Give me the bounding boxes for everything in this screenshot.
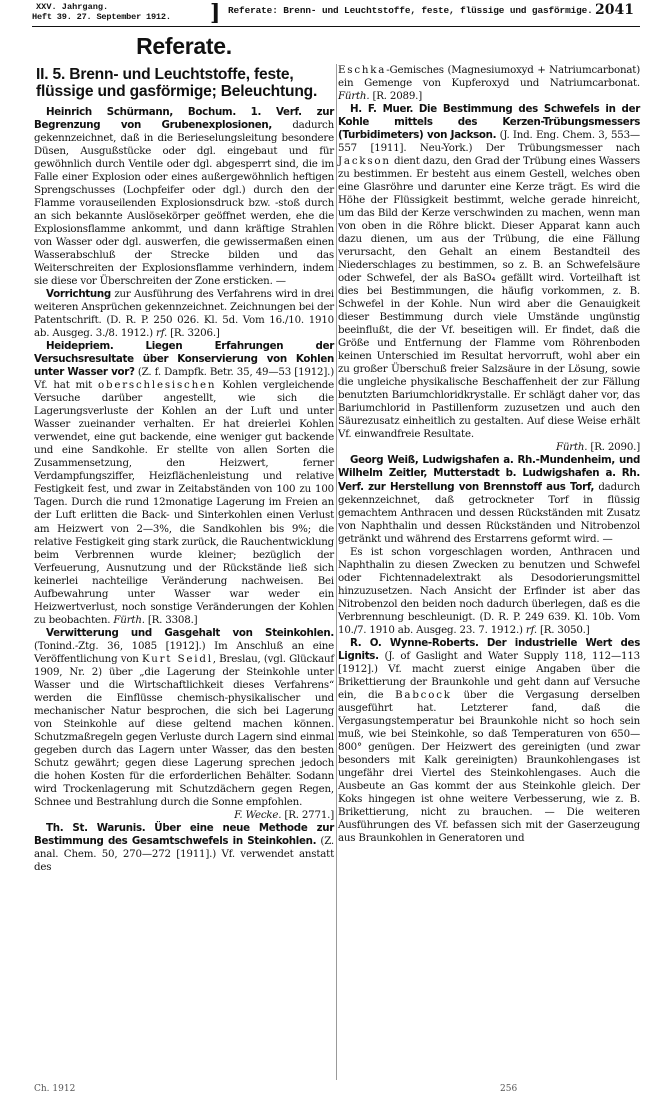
article-muer [338, 103, 640, 454]
article-citation: (Tonind.-Ztg. 36, 1085 [1912].) [34, 639, 206, 652]
article-body: Es ist schon vorgeschlagen worden, Anthracen und Naphthalin zu diesen Zwecken zu benutzen und Schwefel oder Fichtennadelextrakt als Desodorierungsmittel hinzuzusetzen. Nach Ansicht der Erfinder ist aber das Nitrobenzol den beiden noch dadurch überlegen, daß es die Verbrennung beschleunigt. (D. R. P. 249 639. Kl. 10b. Vom 10./7. 1910 ab. Ausgeg. 23. 7. 1912.) [338, 545, 640, 636]
spaced-word: Eschka [338, 64, 387, 76]
article-ref-number: [R. 3308.] [147, 613, 198, 626]
article-author: Heinrich Schürmann, Bochum. [46, 106, 236, 118]
article-ref [338, 90, 422, 102]
article-title: Verwitterung und Gasgehalt von Steinkohlen. [46, 626, 334, 639]
volume-label: XXV. Jahrgang. [36, 2, 109, 12]
article-title: Über eine neue Methode zur Bestimmung des Gesamtschwefels in Steinkohlen. [34, 821, 334, 847]
article-body: dadurch gekennzeichnet, daß getrockneter Torf in flüssig gemachtem Anthracen und dessen Rückständen mit Zusatz von Naphthalin und dessen Rückständen und Nitrobenzol getränkt und während des Erstarrens geformt wird. — [338, 480, 640, 545]
article-body: -Gemisches (Magnesiumoxyd + Natriumcarbonat) ein Gemenge von Kupferoxyd und Natriumcarbonat. [338, 64, 640, 90]
article-title: Der industrielle Wert des Lignits. [338, 636, 640, 662]
article-body: Kohlen vergleichende Versuche darüber angestellt, wie sich die Lagerungsverluste der Kohlen an der Luft und unter Wasser zueinander verhalten. Er hat dreierlei Kohlen verwendet, eine gut backende, eine weniger gut backende und eine Sandkohle. Er stellte von allen Sorten die Zusammensetzung, den Heizwert, ferner Verdampfungsziffer, Heizflächenleistung und relative Festigkeit fest, und zwar in Zeitabständen von 100 zu 100 Tagen. Durch die rund 12monatige Lagerung im Freien an der Luft erlitten die Back- und Sinterkohlen einen Verlust am Heizwert von 2—3%, die Sandkohlen bis 9%; die relative Festigkeit ging stark zurück, die Rauchentwicklung beim Verbrennen wurde kleiner; bezüglich der Verfeuerung, Ausnutzung und der Rückstände ließ sich keinerlei nachteilige Veränderung nachweisen. Bei Aufbewahrung unter Wasser war weder ein Heizwertverlust, noch sonstige Veränderungen der Kohlen zu beobachten. [34, 379, 335, 626]
article-body: Vf. macht zuerst einige Angaben über die Brikettierung der Braunkohle und geht dann auf Versuche ein, die [338, 662, 640, 701]
section-heading: II. 5. Brenn- und Leuchtstoffe, feste, flüssige und gasförmige; Beleuchtung. [36, 66, 318, 100]
article-ref [156, 327, 220, 339]
article-heidepriem [34, 340, 334, 626]
article-body: , Breslau, (vgl. Glückauf 1909, Nr. 2) über „die Lagerung der Steinkohle unter Wasser und die Wirtschaftlichkeit dieses Verfahrens“ werden die Einflüsse chemisch-physikalischer und mechanischer Natur besprochen, die sich bei Lagerung von Steinkohle auf diese geltend machen können. Schutzmaßregeln gegen Verluste durch Lagern sind einmal gegeben durch das Lagern unter Wasser, das den besten Schutz gewährt; gegen diese Lagerung sprechen jedoch die hohen Kosten für die erforderlichen Behälter. Sodann wird Trockenlagerung mit Schutzdächern gegen Regen, Schnee und Bestrahlung durch die Sonne empfohlen. [34, 652, 334, 808]
article-author: H. F. Muer. [350, 103, 414, 116]
article-author: Heidepriem. [46, 340, 114, 353]
article-body: über die Vergasung derselben ausgeführt hat. Letzterer fand, daß die Vergasungstemperatur bei Braunkohle nicht so hoch sein muß, wie bei Steinkohle, so daß Temperaturen von 650—800° genügen. Der Heizwert des gereinigten (und zwar besonders mit Kalk gereinigten) Braunkohlengases ist ungefähr drei Viertel des Steinkohlengases. Auch die Ausbeute an Gas kommt der aus Steinkohle gleich. Der Koks hingegen ist ohne weitere Verbesserung, wie z. B. Brikettierung, nicht zu brauchen. — Die weiteren Ausführungen des Vf. befassen sich mit der Gaserzeugung aus Braunkohlen in Generatoren und [338, 688, 640, 844]
right-column [338, 64, 640, 845]
article-body: Vf. verwendet anstatt des [34, 847, 334, 873]
article-schuermann-claim [34, 288, 334, 340]
article-warunis [34, 822, 334, 874]
page-title: Referate. [136, 33, 232, 59]
article-signature: Fürth. [113, 613, 145, 626]
article-signature: Fürth. [555, 441, 588, 454]
article-ref [338, 441, 640, 454]
issue-date: Heft 39. 27. September 1912. [32, 12, 171, 22]
article-signature: rf. [156, 327, 168, 340]
left-column [34, 64, 334, 874]
article-ref-number: [R. 2771.] [284, 808, 334, 821]
article-citation: (Z. f. Dampfk. Betr. 35, 49—53 [1912].) [137, 366, 335, 379]
article-author: Th. St. Warunis. [46, 821, 146, 834]
article-ref-number: [R. 2090.] [590, 441, 640, 454]
article-signature: rf. [525, 623, 537, 636]
article-citation: (J. Ind. Eng. Chem. 3, 553—557 [1911]. Neu-York.) [338, 129, 640, 155]
article-body: Im Anschluß an eine Veröffentlichung von [34, 639, 334, 665]
article-ref-number: [R. 3050.] [539, 623, 590, 636]
article-verwitterung [34, 627, 334, 822]
page-number: 2041 [595, 2, 634, 18]
footer-left: Ch. 1912 [34, 1084, 76, 1094]
article-body: dadurch gekennzeichnet, daß in die Berieselungsleitung besondere Düsen, Ausgußstücke oder dgl. eingebaut und für gewöhnlich durch Ventile oder dgl. abgesperrt sind, die im Falle einer Explosion oder eines außergewöhnlich heftigen Sprengschusses (Lochpfeifer oder dgl.) durch den der Flamme vorauseilenden Explosionsdruck bzw. -stoß durch an sich bekannte Auslösekörper geöffnet werden, ehe die Explosionsflamme ankommt, und dann kräftige Strahlen von Wasser oder dgl. auswerfen, die gewissermaßen einen Wasserabschluß der Strecke bilden und das Weiterschreiten der Explosionsflamme verhindern, indem sie diese vor Überschreiten der Zone ersticken. — [34, 119, 334, 288]
header-rule [32, 26, 640, 27]
article-author: R. O. Wynne-Roberts. [350, 636, 479, 649]
spaced-word: oberschlesischen [98, 379, 217, 392]
article-citation: (Z. anal. Chem. 50, 270—272 [1911].) [34, 834, 334, 860]
header-bracket: ] [210, 0, 221, 26]
article-body: Der Trübungsmesser nach [485, 142, 640, 155]
article-title: Verf. zur Herstellung von Brennstoff aus Torf, [338, 480, 595, 493]
article-ref [34, 809, 334, 822]
article-title: Die Bestimmung des Schwefels in der Kohle mittels des Kerzen-Trübungsmessers (Turbidimeters) von Jackson. [338, 103, 640, 142]
article-title: Liegen Erfahrungen der Versuchsresultate über Konservierung von Kohlen unter Wasser vor? [34, 340, 334, 379]
article-weiss-zeitler-cont [338, 546, 640, 637]
article-signature: Fürth. [338, 90, 370, 103]
article-wynne-roberts [338, 637, 640, 845]
article-title: 1. Verf. zur Begrenzung von Grubenexplosionen, [34, 106, 334, 132]
article-weiss-zeitler [338, 454, 640, 545]
footer-right: 256 [500, 1084, 518, 1094]
issue-info [32, 0, 222, 26]
article-ref-number: [R. 3206.] [170, 327, 220, 340]
spaced-name: Babcock [395, 688, 452, 701]
article-warunis-cont [338, 64, 640, 103]
article-body: Vf. hat mit [34, 379, 93, 392]
article-citation: (J. of Gaslight and Water Supply 118, 112—113 [1912].) [338, 649, 640, 675]
running-header [32, 2, 640, 32]
spaced-name: Jackson [338, 155, 391, 168]
running-title: Referate: Brenn- und Leuchtstoffe, feste, flüssige und gasförmige. [228, 5, 593, 16]
article-author: Georg Weiß, Ludwigshafen a. Rh.-Mundenheim, und Wilhelm Zeitler, Mutterstadt b. Ludwigshafen a. Rh. [338, 454, 640, 480]
article-schuermann [34, 106, 334, 288]
article-signature: F. Wecke. [234, 808, 282, 821]
article-body: zur Ausführung des Verfahrens wird in drei weiteren Ansprüchen gekennzeichnet. Zeichnungen bei der Patentschrift. (D. R. P. 250 026. Kl. 5d. Vom 16./10. 1910 ab. Ausgeg. 3./8. 1912.) [34, 288, 335, 340]
article-body: dient dazu, den Grad der Trübung eines Wassers zu bestimmen. Er besteht aus einem Gestell, welches oben eine Glasröhre und darunter eine Kerze trägt. Es wird die Höhe der Flüssigkeit bestimmt, welche gerade hinreicht, um das Bild der Kerze verschwinden zu machen, wenn man von oben in die Röhre blickt. Dieser Apparat kann auch dazu dienen, um aus der Trübung, die eine Fällung verursacht, den Gehalt an einem Bestandteil des Niederschlages zu bestimmen, so z. B. an Schwefelsäure oder Schwefel, der als BaSO₄ gefällt wird. Vorteilhaft ist dies bei Bestimmungen, die häufig vorkommen, z. B. Schwefel in der Kohle. Nun wird aber die Genauigkeit dieser Bestimmung durch viele Umstände ungünstig beeinflußt, die der Vf. beseitigen will. Er findet, daß die Größe und Entfernung der Flamme vom Röhrenboden keinen Unterschied im Resultat hervorruft, wohl aber ein zu großer Überschuß freier Salzsäure in der Lösung, sowie die ungleiche physikalische Beschaffenheit der zur Fällung benutzten Bariumchloridkrystalle. Er schlägt daher vor, das Bariumchlorid in Pastillenform zuzusetzen und auch den Säurezusatz einheitlich zu gestalten. Auf diese Weise erhält Vf. einwandfreie Resultate. [338, 155, 640, 441]
column-divider [336, 64, 337, 1080]
article-ref [113, 614, 197, 626]
article-title: Vorrichtung [46, 288, 111, 301]
spaced-name: Kurt Seidl [142, 652, 213, 665]
article-ref-number: [R. 2089.] [372, 90, 423, 103]
article-ref [526, 624, 590, 636]
